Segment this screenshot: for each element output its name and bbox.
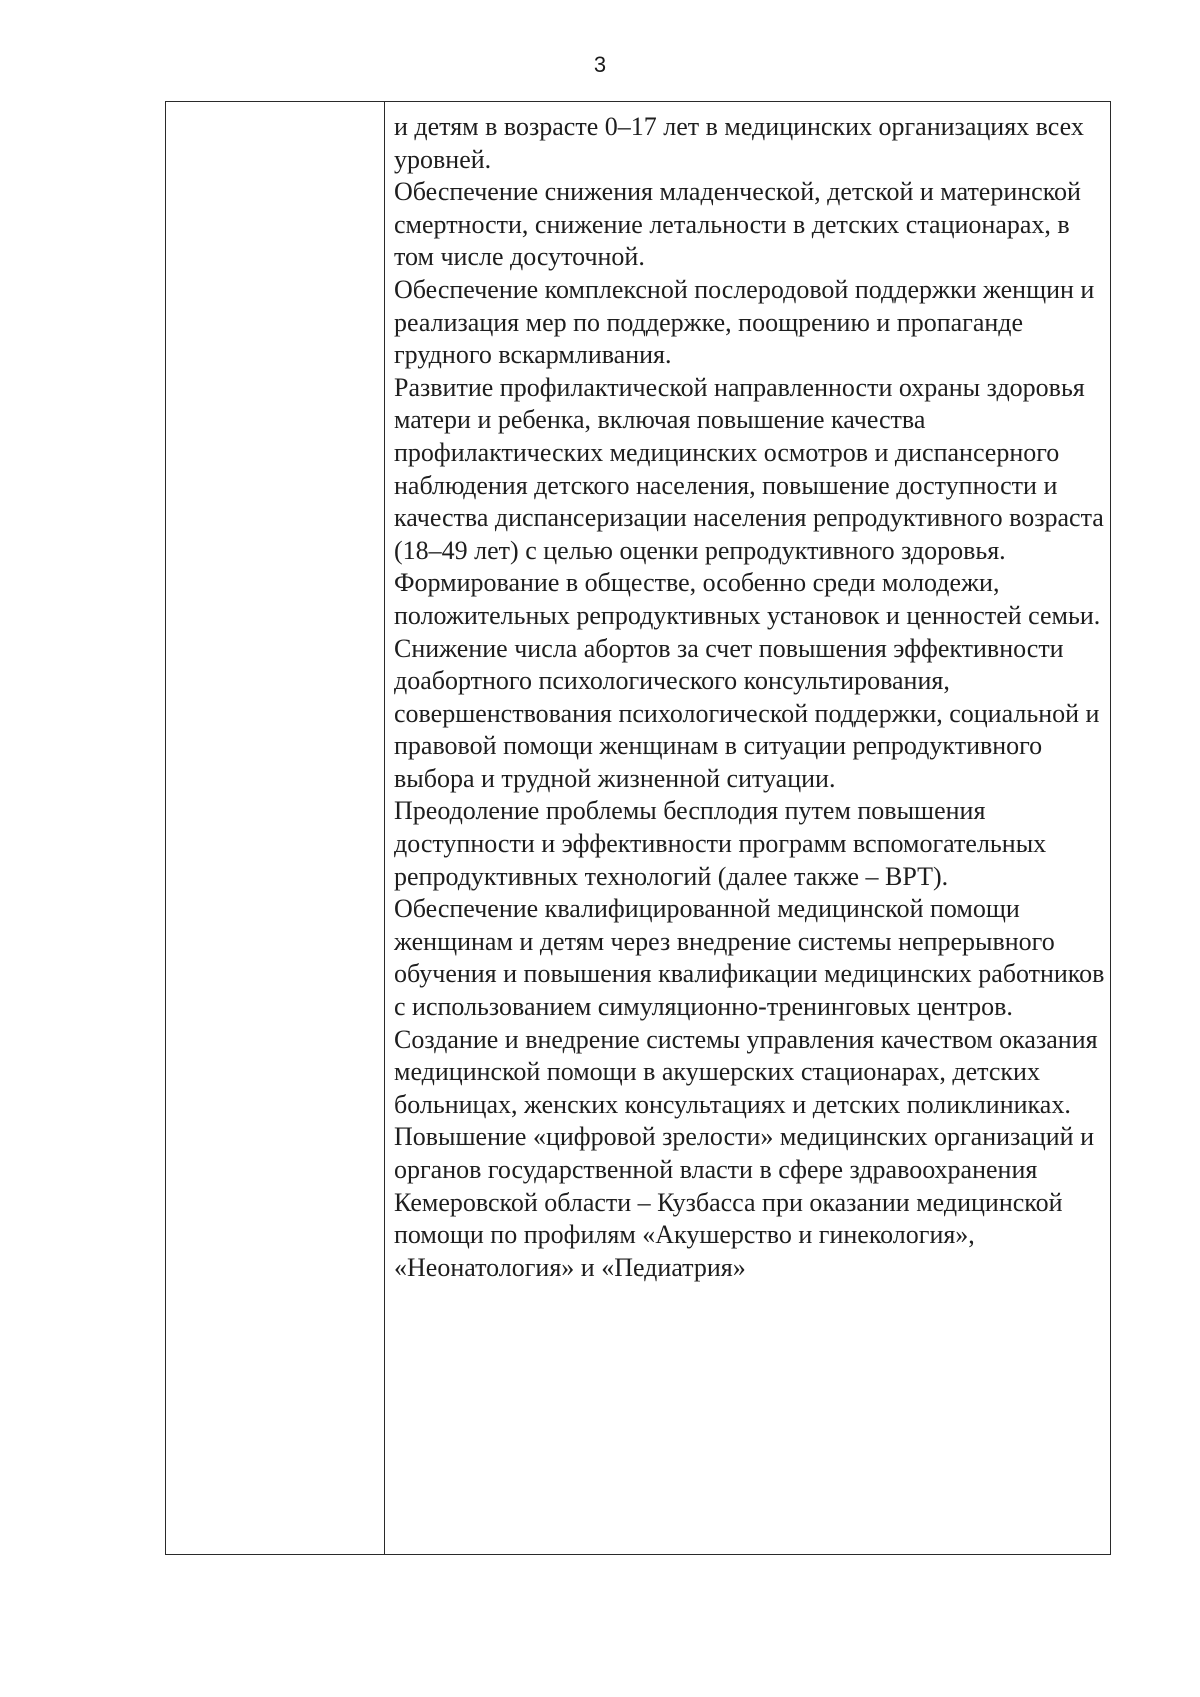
paragraph-reproductive-values: Формирование в обществе, особенно среди молодежи, положительных репродуктивных установок и ценностей семьи.	[394, 568, 1101, 630]
paragraph-age-groups: и детям в возрасте 0–17 лет в медицинских организациях всех уровней.	[394, 112, 1084, 174]
paragraph-preventive-care: Развитие профилактической направленности охраны здоровья матери и ребенка, включая повышение качества профилактических медицинских осмотров и диспансерного наблюдения детского населения, повышение доступности и качества диспансеризации населения репродуктивного возраста (18–49 лет) с целью оценки репродуктивного здоровья.	[394, 372, 1104, 565]
paragraph-abortion-reduction: Снижение числа абортов за счет повышения эффективности доабортного психологического консультирования, совершенствования психологической поддержки, социальной и правовой помощи женщинам в ситуации репродуктивного выбора и трудной жизненной ситуации.	[394, 633, 1100, 793]
paragraph-qualified-care: Обеспечение квалифицированной медицинской помощи женщинам и детям через внедрение системы непрерывного обучения и повышения квалификации медицинских работников с использованием симуляционно-тренинговых центров.	[394, 894, 1105, 1022]
paragraph-quality-management: Создание и внедрение системы управления качеством оказания медицинской помощи в акушерских стационарах, детских больницах, женских консультациях и детских поликлиниках.	[394, 1024, 1098, 1119]
table-left-cell	[166, 102, 385, 1554]
page-number: 3	[593, 52, 607, 77]
paragraph-digital-maturity: Повышение «цифровой зрелости» медицинских организаций и органов государственной власти в сфере здравоохранения Кемеровской области – Кузбасса при оказании медицинской помощи по профилям «Акушерство и гинекология», «Неонатология» и «Педиатрия»	[394, 1122, 1095, 1282]
table-right-cell	[385, 102, 1110, 1554]
paragraph-mortality-reduction: Обеспечение снижения младенческой, детской и материнской смертности, снижение летальности в детских стационарах, в том числе досуточной.	[394, 177, 1081, 272]
paragraph-postpartum-support: Обеспечение комплексной послеродовой поддержки женщин и реализация мер по поддержке, поощрению и пропаганде грудного вскармливания.	[394, 274, 1095, 370]
document-table	[165, 101, 1111, 1555]
paragraph-infertility: Преодоление проблемы бесплодия путем повышения доступности и эффективности программ вспомогательных репродуктивных технологий (далее также – ВРТ).	[394, 796, 1047, 891]
